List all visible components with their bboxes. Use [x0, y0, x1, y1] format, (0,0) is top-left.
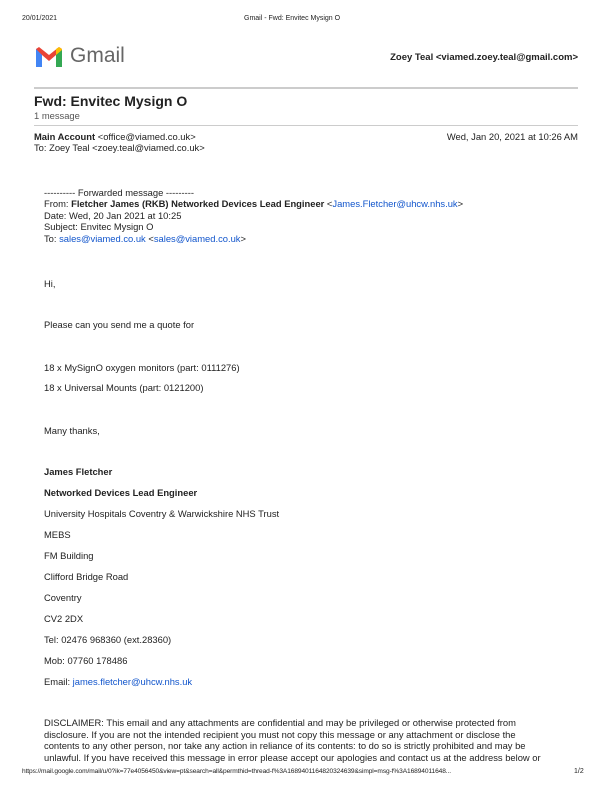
message-date: Wed, Jan 20, 2021 at 10:26 AM: [446, 131, 578, 142]
signature-dept: MEBS: [44, 529, 71, 540]
email-label: Email:: [44, 676, 73, 687]
disclaimer-line: disclosure. If you are not the intended recipient you must not copy this message or any attachment or disclose the: [44, 728, 516, 740]
signature-city: Coventry: [44, 592, 82, 603]
signature-postcode: CV2 2DX: [44, 613, 84, 624]
closing: Many thanks,: [44, 425, 100, 436]
forward-from: From: Fletcher James (RKB) Networked Devices Lead Engineer <James.Fletcher@uhcw.nhs.uk>: [44, 198, 464, 209]
disclaimer: [44, 717, 541, 763]
signature-email: [44, 676, 192, 687]
to-label: To:: [44, 233, 60, 244]
print-date: 20/01/2021: [22, 15, 58, 22]
from-email-link[interactable]: James.Fletcher@uhcw.nhs.uk: [332, 198, 458, 209]
signature-email-link[interactable]: james.fletcher@uhcw.nhs.uk: [72, 676, 193, 687]
gmail-logo-icon: [34, 45, 64, 69]
to-email-link-2[interactable]: sales@viamed.co.uk: [153, 233, 241, 244]
from-name: Fletcher James (RKB) Networked Devices Lead Engineer: [71, 198, 325, 209]
signature-street: Clifford Bridge Road: [44, 571, 129, 582]
message-count: 1 message: [34, 110, 80, 121]
signature-title: Networked Devices Lead Engineer: [44, 487, 198, 498]
signature-mob: Mob: 07760 178486: [44, 655, 128, 666]
page-number: 1/2: [574, 768, 584, 775]
item-line: 18 x MySignO oxygen monitors (part: 0111276): [44, 362, 240, 373]
forward-separator: ---------- Forwarded message ---------: [44, 187, 194, 198]
disclaimer-line: contents to any other person, nor take any action in reliance of its contents: to do so is strictly prohibited and may be: [44, 740, 526, 752]
sender: [34, 131, 196, 142]
forward-to: To: sales@viamed.co.uk <sales@viamed.co.uk>: [44, 233, 246, 244]
from-label: From:: [44, 198, 72, 209]
signature-name: James Fletcher: [44, 466, 113, 477]
account-label: Zoey Teal <viamed.zoey.teal@gmail.com>: [390, 52, 578, 63]
greeting: Hi,: [44, 278, 56, 289]
sender-email: <office@viamed.co.uk>: [97, 131, 196, 142]
signature-org: University Hospitals Coventry & Warwickshire NHS Trust: [44, 508, 280, 519]
item-line: 18 x Universal Mounts (part: 0121200): [44, 382, 204, 393]
disclaimer-line: unlawful. If you have received this message in error please accept our apologies and contact us at the address below or: [44, 751, 541, 763]
to-email-link[interactable]: sales@viamed.co.uk: [59, 233, 146, 244]
sender-name: Main Account: [34, 131, 96, 142]
signature-tel: Tel: 02476 968360 (ext.28360): [44, 634, 172, 645]
disclaimer-line: DISCLAIMER: This email and any attachments are confidential and may be privileged or otherwise protected from: [44, 717, 516, 728]
recipient: To: Zoey Teal <zoey.teal@viamed.co.uk>: [34, 142, 205, 153]
forward-date: Date: Wed, 20 Jan 2021 at 10:25: [44, 210, 182, 221]
request-line: Please can you send me a quote for: [44, 319, 195, 330]
signature-building: FM Building: [44, 550, 94, 561]
forward-subject: Subject: Envitec Mysign O: [44, 221, 154, 232]
print-title: Gmail - Fwd: Envitec Mysign O: [244, 15, 341, 22]
gmail-logo-text: Gmail: [70, 44, 125, 67]
print-url: https://mail.google.com/mail/u/0?ik=77e4056450&view=pt&search=all&permthid=thread-f%3A1689401164820324639&simpl=msg-f%3A16894011648...: [22, 768, 451, 775]
thread-subject: Fwd: Envitec Mysign O: [34, 93, 188, 109]
